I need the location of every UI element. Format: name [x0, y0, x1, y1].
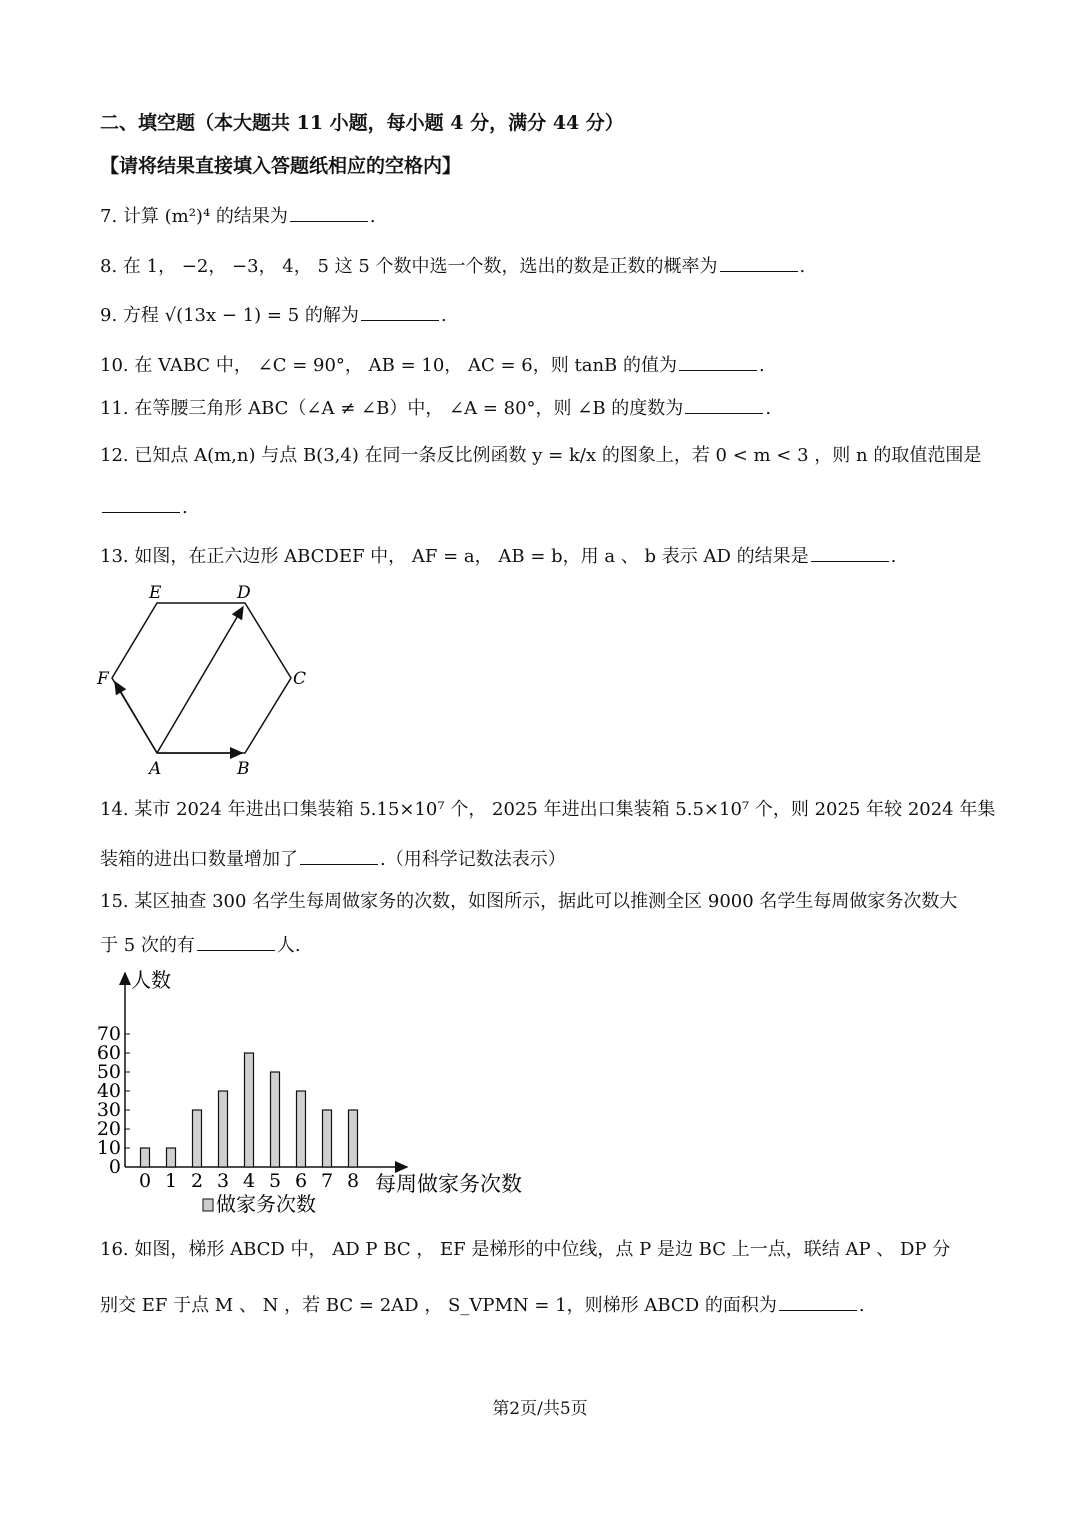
question-16-tail: . [858, 1295, 865, 1316]
question-12 [100, 443, 981, 469]
x-axis-label: 每周做家务次数 [375, 1172, 522, 1196]
question-15-tail: 人. [276, 935, 301, 956]
x-tick-label: 2 [190, 1170, 204, 1192]
label-e: E [149, 583, 162, 603]
y-tick-label: 30 [96, 1099, 121, 1121]
y-tick-label: 0 [108, 1156, 121, 1178]
bar-1 [167, 1148, 176, 1167]
label-f: F [97, 669, 109, 689]
question-14-line2 [100, 846, 566, 873]
question-11 [100, 395, 771, 422]
bar-chart [95, 965, 555, 1220]
question-7-tail: . [369, 206, 376, 227]
bar-7 [323, 1110, 332, 1167]
question-8-tail: . [799, 256, 806, 277]
y-tick-label: 60 [96, 1042, 121, 1064]
question-16-text: 16. 如图，梯形 ABCD 中， AD P BC ， EF 是梯形的中位线，点 P 是边 BC 上一点，联结 AP 、 DP 分 [100, 1239, 951, 1260]
label-c: C [293, 669, 307, 689]
question-8 [100, 253, 805, 280]
answer-blank[interactable] [300, 846, 378, 865]
answer-blank[interactable] [779, 1292, 857, 1311]
bar-3 [219, 1091, 228, 1167]
question-14 [100, 797, 995, 823]
x-tick-label: 6 [294, 1170, 308, 1192]
y-tick-label: 40 [96, 1080, 121, 1102]
y-tick-label: 50 [96, 1061, 121, 1083]
question-11-text: 11. 在等腰三角形 ABC（∠A ≠ ∠B）中， ∠A = 80°，则 ∠B 的度数为 [100, 398, 684, 419]
question-9-tail: . [440, 305, 447, 326]
x-tick-label: 5 [268, 1170, 282, 1192]
question-12-text: 12. 已知点 A(m,n) 与点 B(3,4) 在同一条反比例函数 y = k/x 的图象上，若 0 < m < 3 ，则 n 的取值范围是 [100, 445, 982, 466]
question-13-tail: . [890, 546, 897, 567]
legend-label: 做家务次数 [216, 1192, 316, 1216]
label-b: B [237, 759, 250, 779]
question-15-text: 15. 某区抽查 300 名学生每周做家务的次数，如图所示，据此可以推测全区 9000 名学生每周做家务次数大 [100, 891, 958, 912]
question-11-tail: . [765, 398, 772, 419]
answer-blank[interactable] [685, 395, 763, 414]
answer-blank[interactable] [720, 253, 798, 272]
question-12-tail: . [182, 497, 188, 518]
question-14-text: 14. 某市 2024 年进出口集装箱 5.15×10⁷ 个， 2025 年进出口集装箱 5.5×10⁷ 个，则 2025 年较 2024 年集 [100, 799, 996, 820]
question-16-line2 [100, 1292, 865, 1319]
question-14-text2: 装箱的进出口数量增加了 [100, 849, 298, 870]
x-tick-label: 4 [242, 1170, 256, 1192]
legend-swatch [203, 1199, 213, 1211]
answer-blank[interactable] [102, 494, 180, 513]
section-title: 二、填空题（本大题共 11 小题，每小题 4 分，满分 44 分） [100, 112, 624, 134]
question-13 [100, 543, 896, 570]
x-tick-label: 8 [346, 1170, 360, 1192]
label-a: A [149, 759, 162, 779]
bar-4 [245, 1053, 254, 1167]
question-13-text: 13. 如图，在正六边形 ABCDEF 中， AF = a， AB = b，用 a 、 b 表示 AD 的结果是 [100, 546, 809, 567]
answer-blank[interactable] [679, 352, 757, 371]
question-15-text2: 于 5 次的有 [100, 935, 195, 956]
page-footer: 第2页/共5页 [492, 1399, 588, 1419]
y-tick-label: 20 [96, 1118, 121, 1140]
bar-8 [349, 1110, 358, 1167]
answer-blank[interactable] [197, 932, 275, 951]
answer-blank[interactable] [290, 203, 368, 222]
y-tick-label: 70 [96, 1023, 121, 1045]
question-8-text: 8. 在 1， −2， −3， 4， 5 这 5 个数中选一个数，选出的数是正数的概率为 [100, 256, 718, 277]
question-15-line2 [100, 932, 301, 959]
question-16-text2: 别交 EF 于点 M 、 N ，若 BC = 2AD ， S_VPMN = 1，则梯形 ABCD 的面积为 [100, 1295, 777, 1316]
question-15 [100, 889, 957, 915]
answer-blank[interactable] [361, 302, 439, 321]
x-tick-label: 7 [320, 1170, 334, 1192]
bar-6 [297, 1091, 306, 1167]
question-10-tail: . [758, 355, 765, 376]
question-10-text: 10. 在 VABC 中， ∠C = 90°， AB = 10， AC = 6，则 tanB 的值为 [100, 355, 677, 376]
x-tick-label: 0 [138, 1170, 152, 1192]
bar-0 [141, 1148, 150, 1167]
question-12-answer-line [100, 494, 188, 521]
bar-5 [271, 1072, 280, 1167]
question-10 [100, 352, 765, 379]
section-instruction: 【请将结果直接填入答题纸相应的空格内】 [100, 155, 462, 177]
x-tick-label: 3 [216, 1170, 230, 1192]
x-tick-label: 1 [164, 1170, 178, 1192]
y-axis-label: 人数 [131, 968, 171, 992]
question-16 [100, 1237, 950, 1263]
bar-2 [193, 1110, 202, 1167]
y-tick-label: 10 [96, 1137, 121, 1159]
vector-ad [157, 607, 243, 753]
question-9 [100, 302, 447, 329]
label-d: D [237, 583, 251, 603]
vector-af [115, 682, 157, 753]
hexagon-figure [95, 580, 325, 780]
question-9-text: 9. 方程 √(13x − 1) = 5 的解为 [100, 305, 359, 326]
question-7 [100, 203, 376, 230]
question-7-text: 7. 计算 (m²)⁴ 的结果为 [100, 206, 288, 227]
question-14-tail: .（用科学记数法表示） [380, 849, 566, 870]
answer-blank[interactable] [811, 543, 889, 562]
